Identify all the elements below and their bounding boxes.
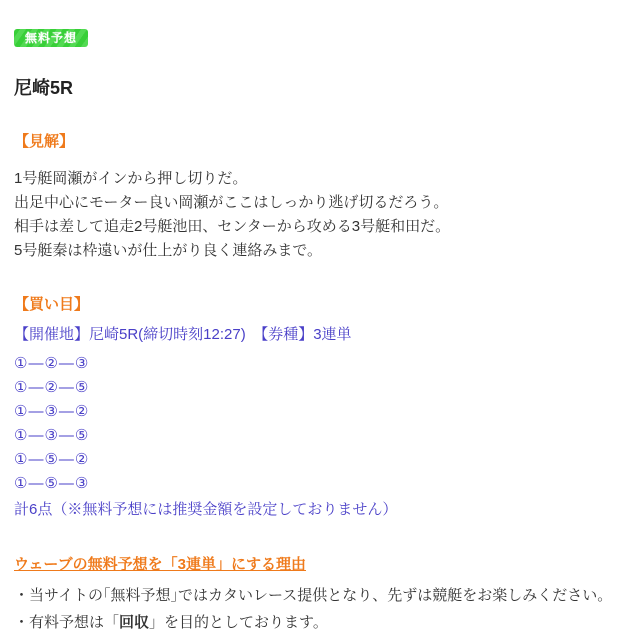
reason-bullet-2-emphasis: 回収 [119,614,150,631]
free-prediction-badge: 無料予想 [14,29,88,47]
kenkai-line: 1号艇岡瀬がインから押し切りだ。 [14,170,248,187]
venue-and-ticket-type: 【開催地】尼崎5R(締切時刻12:27) 【券種】3連単 [14,326,352,343]
kaime-heading: 【買い目】 [14,296,90,313]
bet-combination: ①―⑤―② [14,451,90,468]
total-points-note: 計6点（※無料予想には推奨金額を設定しておりません） [14,501,398,518]
bet-combination: ①―③―⑤ [14,427,90,444]
reason-heading-link[interactable]: ウェーブの無料予想を「3連単」にする理由 [14,556,306,573]
bet-combination: ①―③―② [14,403,90,420]
reason-bullet-2 [14,609,620,633]
reason-bullet-1: ・当サイトの｢無料予想｣ではカタいレース提供となり、先ずは競艇をお楽しみください。 [14,587,613,604]
bet-combination: ①―⑤―③ [14,475,90,492]
kenkai-line: 5号艇秦は枠遠いが仕上がり良く連絡みまで。 [14,242,323,259]
kenkai-heading: 【見解】 [14,133,75,150]
kenkai-commentary [14,167,620,263]
bet-combination: ①―②―③ [14,355,90,372]
reason-bullet-2-prefix: ・有料予想は「 [14,614,120,631]
reason-bullet-2-suffix: 」を目的としております。 [149,614,328,631]
bet-combination: ①―②―⑤ [14,379,90,396]
reason-bullets [14,582,620,633]
kenkai-line: 相手は差して追走2号艇池田、センターから攻める3号艇和田だ。 [14,218,451,235]
kenkai-line: 出足中心にモーター良い岡瀬がここはしっかり逃げ切るだろう。 [14,194,449,211]
bet-combination-list [14,352,620,496]
race-title: 尼崎5R [14,78,74,98]
